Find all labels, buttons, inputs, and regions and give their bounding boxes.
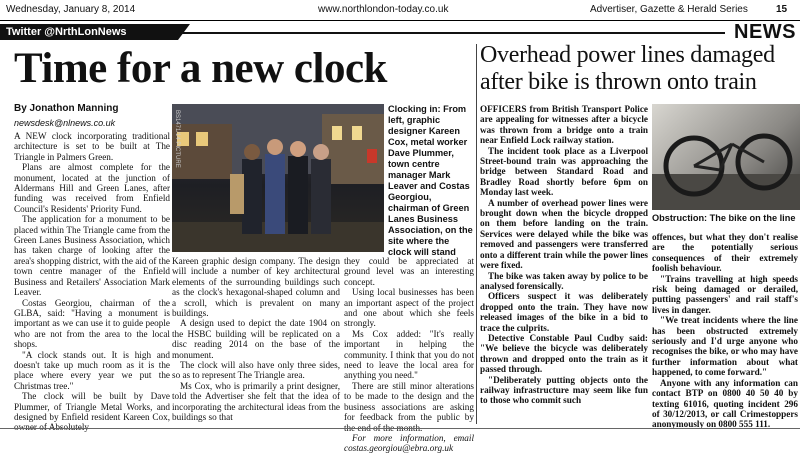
story2-headline: Overhead power lines damaged after bike is thrown onto train [480, 42, 775, 95]
story1-paragraph: A NEW clock incorporating traditional architecture is set to be built at The Triangle in Palmers Green. [14, 131, 170, 162]
story1-paragraph: For more information, email costas.georgiou@ebra.org.uk [344, 432, 474, 454]
bike-photo [652, 104, 800, 210]
story1-paragraph: Plans are almost complete for the monument, located at the junction of Aldermans Hill and Green Lanes, after funding was received from Enfield Council's Residents' Priority Fund. [14, 162, 170, 214]
column-divider [476, 44, 477, 424]
story1-paragraph: The application for a monument to be placed within The Triangle came from the Green Lanes Business Association, which has taken charge of looking after the area's shopping district, with the aid of the town centre manager of the Enfield Business and Retailers' Association Mark Leaver. [14, 214, 170, 298]
story2-paragraph: "We treat incidents where the line has been obstructed extremely seriously and I'd urge anyone who recognises the bike, or who may have further information about what happened, to come forward." [652, 315, 798, 378]
section-title: NEWS [734, 21, 796, 43]
story1-column-3 [344, 256, 474, 454]
story2-paragraph: A number of overhead power lines were brought down when the bicycle dropped on them before landing on the train. Services were delayed while the bike was removed and passengers were transferred onto a different train while the power lines were fixed. [480, 197, 648, 271]
story1-paragraph: A design used to depict the date 1904 on the HSBC building will be replicated on a disc reading 2014 on the base of the monument. [172, 318, 340, 360]
bike-on-line-illustration [652, 104, 800, 210]
website-url: www.northlondon-today.co.uk [318, 4, 449, 15]
story2-paragraph: Detective Constable Paul Cudby said: "We believe the bicycle was deliberately thrown and dropped onto the train as it passed through. [480, 332, 648, 375]
page-number: 15 [776, 4, 788, 15]
section-rule [178, 32, 725, 34]
story1-paragraph: Kareen graphic design company. The design will include a number of key architectural elements of the surrounding buildings such as the clock's hexagonal-shaped column and a scroll, which is prevalent on many buildings. [172, 256, 340, 319]
page-header [0, 0, 800, 20]
story2-paragraph: The incident took place as a Liverpool Street-bound train was approaching the bridge between Standard Road and Bradley Road shortly before 6pm on Monday last week. [480, 145, 648, 198]
publication-name: Advertiser, Gazette & Herald Series [590, 4, 748, 15]
group-photo-illustration [172, 104, 384, 252]
story2-paragraph: "Deliberately putting objects onto the railway infrastructure may seem like fun to those who commit such [480, 374, 648, 406]
story1-photo-caption: Clocking in: From left, graphic designer Kareen Cox, metal worker Dave Plummer, town centre manager Mark Leaver and Costas Georgiou, chairman of Green Lanes Business Association, on the site where the clock will stand [388, 104, 473, 257]
story2-column-2 [652, 232, 798, 430]
story2-photo-caption: Obstruction: The bike on the line [652, 213, 796, 223]
story2-paragraph: Anyone with any information can contact BTP on 0800 40 50 40 by texting 61016, quoting incident 296 of 30/12/2013, or call Crimestoppers anonymously on 0800 555 111. [652, 377, 798, 430]
story1-paragraph: they could be appreciated at ground level was an interesting concept. [344, 256, 474, 287]
story1-email: newsdesk@nlnews.co.uk [14, 118, 116, 128]
story1-column-1 [14, 131, 170, 433]
story1-paragraph: The clock will be built by Dave Plummer, of Triangle Metal Works, and designed by Enfield resident Kareen Cox, owner of Absolutely [14, 391, 170, 433]
story2-column-1 [480, 104, 648, 406]
story2-paragraph: "Trains travelling at high speeds risk being damaged or derailed, putting passengers' and rail staff's lives in danger. [652, 273, 798, 315]
story1-paragraph: "A clock stands out. It is high and doesn't take up much room as it is the place where every year we put the Christmas tree." [14, 349, 170, 391]
story1-headline: Time for a new clock [14, 45, 387, 92]
issue-date: Wednesday, January 8, 2014 [6, 4, 136, 15]
story2-paragraph: Officers suspect it was deliberately dropped onto the train. They have now released images of the bike in a bid to trace the culprits. [480, 291, 648, 333]
story1-paragraph: Ms Cox, who is primarily a print designer, told the Advertiser she felt that the idea of incorporating the architectural ideas from the buildings so that [172, 380, 340, 423]
story1-paragraph: There are still minor alterations to be made to the design and the business associations are asking for feedback from the public by the end of the month. [344, 380, 474, 433]
story2-paragraph: offences, but what they don't realise are the potentially serious consequences of their extremely foolish behaviour. [652, 232, 798, 274]
section-bar [0, 20, 800, 41]
story2-paragraph: The bike was taken away by police to be analysed forensically. [480, 270, 648, 291]
story1-paragraph: The clock will also have only three sides, so as to represent The Triangle area. [172, 360, 340, 381]
story1-byline: By Jonathon Manning [14, 103, 119, 114]
story1-paragraph: Using local businesses has been an important aspect of the project and one about which she feels strongly. [344, 287, 474, 329]
story1-column-2 [172, 256, 340, 423]
twitter-handle: Twitter @NrthLonNews [0, 24, 178, 40]
story1-paragraph: Costas Georgiou, chairman of the GLBA, said: "Having a monument is important as we can use it to guide people who are not from the area to the local shops. [14, 297, 170, 350]
page-bottom-rule [0, 428, 800, 429]
photo-credit: BS1471/14 PICTURE [174, 110, 180, 168]
clock-site-photo [172, 104, 384, 252]
story1-paragraph: Ms Cox added: "It's really important in helping the community. I think that you do not need to leave the local area for anything you need." [344, 328, 474, 381]
story2-paragraph: OFFICERS from British Transport Police are appealing for witnesses after a bicycle was thrown from a bridge onto a train near Enfield Lock railway station. [480, 104, 648, 146]
